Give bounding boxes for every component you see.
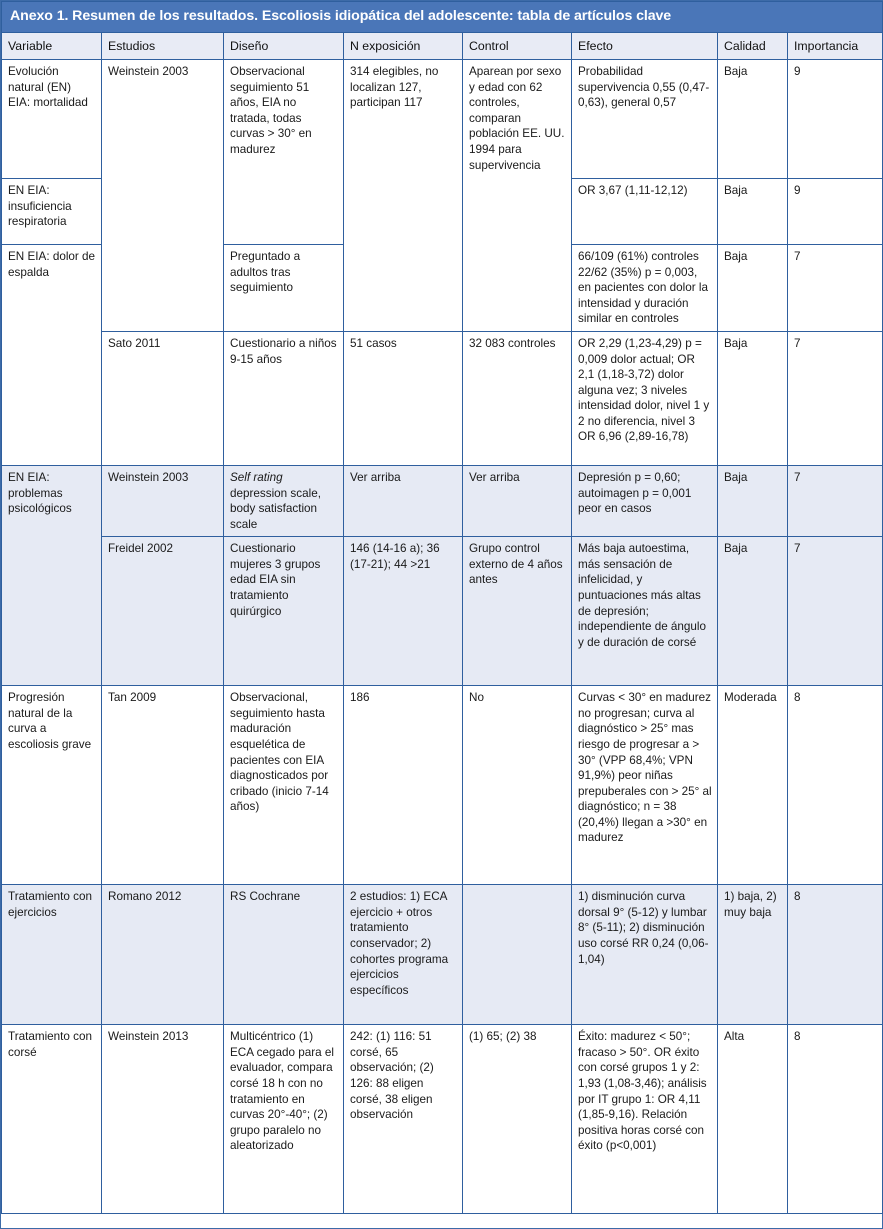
cell-calidad: Alta bbox=[718, 1025, 788, 1214]
cell-estudios: Tan 2009 bbox=[102, 686, 224, 885]
cell-variable: EN EIA: problemas psicológicos bbox=[2, 466, 102, 686]
cell-calidad: 1) baja, 2) muy baja bbox=[718, 885, 788, 1025]
table-header-row bbox=[2, 32, 883, 59]
cell-variable: Progresión natural de la curva a escoliosis grave bbox=[2, 686, 102, 885]
cell-importancia: 7 bbox=[788, 466, 883, 537]
cell-calidad: Baja bbox=[718, 60, 788, 179]
cell-control: Aparean por sexo y edad con 62 controles, comparan población EE. UU. 1994 para supervivencia bbox=[463, 60, 572, 332]
table-row bbox=[2, 885, 883, 1025]
cell-calidad: Moderada bbox=[718, 686, 788, 885]
cell-n-exposicion: 146 (14-16 a); 36 (17-21); 44 >21 bbox=[344, 537, 463, 686]
diseno-rest-text: depression scale, body satisfaction scale bbox=[230, 486, 321, 531]
cell-efecto: Curvas < 30° en madurez no progresan; curva al diagnóstico > 25° mas riesgo de progresar a > 30° (VPP 68,4%; VPN 91,9%) peor niñas prepuberales con > 25° al diagnóstico; n = 38 (20,4%) llegan a >30° en madurez bbox=[572, 686, 718, 885]
column-header-estudios: Estudios bbox=[102, 32, 224, 59]
column-header-control: Control bbox=[463, 32, 572, 59]
annex-results-table bbox=[1, 1, 883, 1214]
cell-importancia: 8 bbox=[788, 885, 883, 1025]
cell-estudios: Romano 2012 bbox=[102, 885, 224, 1025]
cell-importancia: 7 bbox=[788, 537, 883, 686]
table-title: Anexo 1. Resumen de los resultados. Escoliosis idiopática del adolescente: tabla de artículos clave bbox=[2, 2, 883, 33]
cell-n-exposicion: 51 casos bbox=[344, 332, 463, 466]
cell-diseno: RS Cochrane bbox=[224, 885, 344, 1025]
cell-calidad: Baja bbox=[718, 466, 788, 537]
cell-efecto: OR 2,29 (1,23-4,29) p = 0,009 dolor actual; OR 2,1 (1,18-3,72) dolor alguna vez; 3 niveles intensidad dolor, nivel 1 y 2 no diferencia, nivel 3 OR 6,96 (2,89-16,78) bbox=[572, 332, 718, 466]
cell-estudios: Freidel 2002 bbox=[102, 537, 224, 686]
table-row bbox=[2, 466, 883, 537]
cell-n-exposicion: Ver arriba bbox=[344, 466, 463, 537]
column-header-n-exposicion: N exposición bbox=[344, 32, 463, 59]
cell-estudios: Weinstein 2003 bbox=[102, 60, 224, 332]
table-row bbox=[2, 332, 883, 466]
cell-diseno: Observacional, seguimiento hasta maduración esquelética de pacientes con EIA diagnosticados por cribado (inicio 7-14 años) bbox=[224, 686, 344, 885]
cell-diseno: Cuestionario mujeres 3 grupos edad EIA sin tratamiento quirúrgico bbox=[224, 537, 344, 686]
cell-diseno: Preguntado a adultos tras seguimiento bbox=[224, 245, 344, 332]
cell-calidad: Baja bbox=[718, 332, 788, 466]
cell-efecto: 1) disminución curva dorsal 9° (5-12) y lumbar 8° (5-11); 2) disminución uso corsé RR 0,24 (0,06-1,04) bbox=[572, 885, 718, 1025]
cell-variable: EN EIA: dolor de espalda bbox=[2, 245, 102, 466]
cell-control: Grupo control externo de 4 años antes bbox=[463, 537, 572, 686]
cell-calidad: Baja bbox=[718, 537, 788, 686]
column-header-calidad: Calidad bbox=[718, 32, 788, 59]
cell-diseno: Observacional seguimiento 51 años, EIA no tratada, todas curvas > 30° en madurez bbox=[224, 60, 344, 245]
cell-variable: Tratamiento con ejercicios bbox=[2, 885, 102, 1025]
cell-importancia: 7 bbox=[788, 245, 883, 332]
cell-n-exposicion: 2 estudios: 1) ECA ejercicio + otros tratamiento conservador; 2) cohortes programa ejercicios específicos bbox=[344, 885, 463, 1025]
cell-diseno: Cuestionario a niños 9-15 años bbox=[224, 332, 344, 466]
cell-importancia: 8 bbox=[788, 1025, 883, 1214]
cell-variable: EN EIA: insuficiencia respiratoria bbox=[2, 179, 102, 245]
cell-control: Ver arriba bbox=[463, 466, 572, 537]
cell-estudios: Weinstein 2003 bbox=[102, 466, 224, 537]
cell-calidad: Baja bbox=[718, 245, 788, 332]
table-row bbox=[2, 686, 883, 885]
cell-n-exposicion: 242: (1) 116: 51 corsé, 65 observación; (2) 126: 88 eligen corsé, 38 eligen observación bbox=[344, 1025, 463, 1214]
column-header-diseno: Diseño bbox=[224, 32, 344, 59]
cell-n-exposicion: 314 elegibles, no localizan 127, participan 117 bbox=[344, 60, 463, 332]
table-title-row bbox=[2, 2, 883, 33]
cell-importancia: 9 bbox=[788, 179, 883, 245]
cell-estudios: Weinstein 2013 bbox=[102, 1025, 224, 1214]
cell-calidad: Baja bbox=[718, 179, 788, 245]
column-header-efecto: Efecto bbox=[572, 32, 718, 59]
cell-efecto: Éxito: madurez < 50°; fracaso > 50°. OR éxito con corsé grupos 1 y 2: 1,93 (1,08-3,46); análisis por IT grupo 1: OR 4,11 (1,85-9,16). Relación positiva horas corsé con éxito (p<0,001) bbox=[572, 1025, 718, 1214]
cell-efecto: 66/109 (61%) controles 22/62 (35%) p = 0,003, en pacientes con dolor la intensidad y duración similar en controles bbox=[572, 245, 718, 332]
cell-variable: Evolución natural (EN) EIA: mortalidad bbox=[2, 60, 102, 179]
table-row bbox=[2, 537, 883, 686]
column-header-importancia: Importancia bbox=[788, 32, 883, 59]
cell-diseno: Multicéntrico (1) ECA cegado para el evaluador, compara corsé 18 h con no tratamiento en curvas 20°-40°; (2) grupo paralelo no aleatorizado bbox=[224, 1025, 344, 1214]
table-row bbox=[2, 1025, 883, 1214]
cell-efecto: Depresión p = 0,60; autoimagen p = 0,001 peor en casos bbox=[572, 466, 718, 537]
table-row bbox=[2, 60, 883, 179]
cell-importancia: 9 bbox=[788, 60, 883, 179]
cell-efecto: Probabilidad supervivencia 0,55 (0,47-0,63), general 0,57 bbox=[572, 60, 718, 179]
cell-efecto: Más baja autoestima, más sensación de infelicidad, y puntuaciones más altas de depresión; independiente de ángulo y de duración de corsé bbox=[572, 537, 718, 686]
cell-control: (1) 65; (2) 38 bbox=[463, 1025, 572, 1214]
cell-efecto: OR 3,67 (1,11-12,12) bbox=[572, 179, 718, 245]
cell-estudios: Sato 2011 bbox=[102, 332, 224, 466]
cell-importancia: 8 bbox=[788, 686, 883, 885]
cell-variable: Tratamiento con corsé bbox=[2, 1025, 102, 1214]
cell-control: No bbox=[463, 686, 572, 885]
diseno-italic-text: Self rating bbox=[230, 471, 283, 485]
cell-n-exposicion: 186 bbox=[344, 686, 463, 885]
cell-control: 32 083 controles bbox=[463, 332, 572, 466]
cell-diseno bbox=[224, 466, 344, 537]
cell-control bbox=[463, 885, 572, 1025]
cell-importancia: 7 bbox=[788, 332, 883, 466]
column-header-variable: Variable bbox=[2, 32, 102, 59]
